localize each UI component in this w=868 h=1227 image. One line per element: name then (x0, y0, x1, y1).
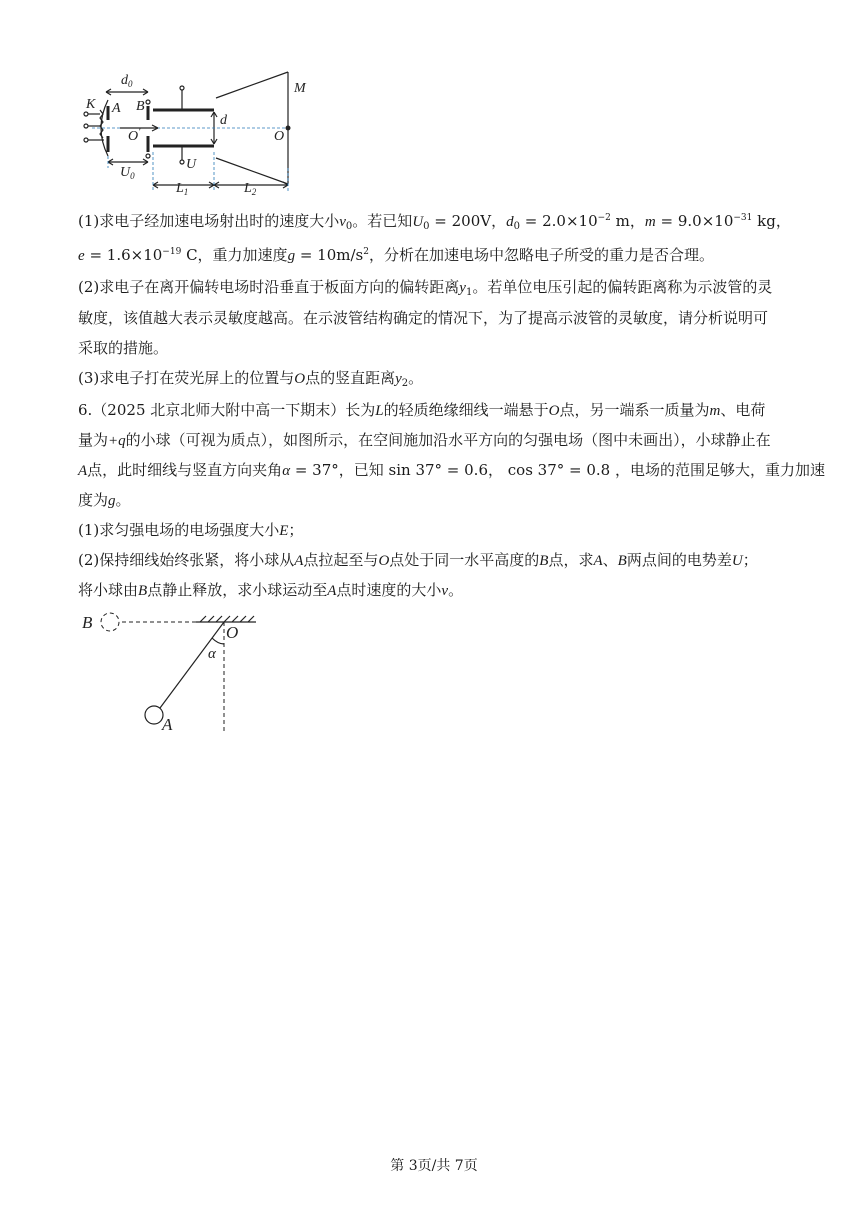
label-A: A (162, 715, 173, 734)
p6-line-4: 度为g。 (78, 491, 131, 509)
label-alpha: α (208, 646, 216, 662)
q2-line-1: (2)求电子在离开偏转电场时沿垂直于板面方向的偏转距离$y_1$。若单位电压引起的偏转距离称为示波管的灵 (78, 278, 773, 298)
p6-sub-2-cont: 将小球由B点静止释放，求小球运动至A点时速度的大小v。 (78, 581, 464, 599)
label-U: U (186, 157, 197, 172)
label-L1-sub: 1 (183, 187, 189, 197)
svg-text:L1 (175, 181, 188, 197)
label-A: A (112, 101, 121, 116)
svg-text:O′ (128, 126, 141, 144)
page-footer: 第 3页/共 7页 (390, 1158, 478, 1174)
p6-sub-2: (2)保持细线始终张紧，将小球从A点拉起至与O点处于同一水平高度的B点，求A、B两点间的电势差U； (78, 551, 758, 569)
q2-line-3: 采取的措施。 (78, 339, 169, 357)
label-O-prime-mark: ′ (138, 126, 141, 138)
p6-line-3: A点，此时细线与竖直方向夹角α = 37°，已知 sin 37° = 0.6， cos 37° = 0.8 ，电场的范围足够大，重力加速 (78, 461, 825, 479)
q3-line-1: (3)求电子打在荧光屏上的位置与O点的竖直距离$y_2$。 (78, 369, 424, 389)
label-L2-sub: 2 (251, 187, 257, 197)
figure-oscilloscope-diagram (78, 68, 328, 200)
label-K: K (86, 97, 96, 112)
svg-text:U0 (120, 165, 135, 181)
label-U0: U (120, 165, 131, 180)
p6-line-2: 量为+q的小球（可视为质点），如图所示，在空间施加沿水平方向的匀强电场（图中未画出），小球静止在 (78, 431, 771, 449)
label-L1: L (176, 181, 184, 196)
q1-line-1: (1)求电子经加速电场射出时的速度大小$v_0$。若已知$U_0 = 200V$，$d_0 = 2.0\times 10^{-2}$ m，$m = 9.0\times 10^{-31}$ kg， (78, 212, 791, 232)
label-O-prime: O (128, 129, 139, 144)
label-B: B (136, 99, 145, 114)
label-M: M (294, 81, 306, 96)
label-d0: d (121, 73, 128, 88)
q2-line-2: 敏度，该值越大表示灵敏度越高。在示波管结构确定的情况下，为了提高示波管的灵敏度，请分析说明可 (78, 309, 769, 327)
label-d0-sub: 0 (128, 79, 133, 89)
figure-pendulum-diagram (78, 606, 278, 736)
svg-text:L2 (243, 181, 257, 197)
p6-line-1: 6.（2025 北京北师大附中高一下期末）长为L的轻质绝缘细线一端悬于O点，另一端系一质量为m、电荷 (78, 401, 766, 419)
q1-line-2: $e = 1.6\times 10^{-19}$ C，重力加速度$g = 10m/s^2$，分析在加速电场中忽略电子所受的重力是否合理。 (78, 246, 714, 264)
p6-sub-1: (1)求匀强电场的电场强度大小E； (78, 521, 304, 539)
label-O-screen: O (274, 129, 285, 144)
label-O: O (226, 623, 239, 642)
label-U0-sub: 0 (130, 171, 135, 181)
label-d: d (220, 113, 227, 128)
svg-text:d0 (121, 73, 133, 89)
label-L2: L (244, 181, 252, 196)
label-B: B (82, 613, 93, 632)
